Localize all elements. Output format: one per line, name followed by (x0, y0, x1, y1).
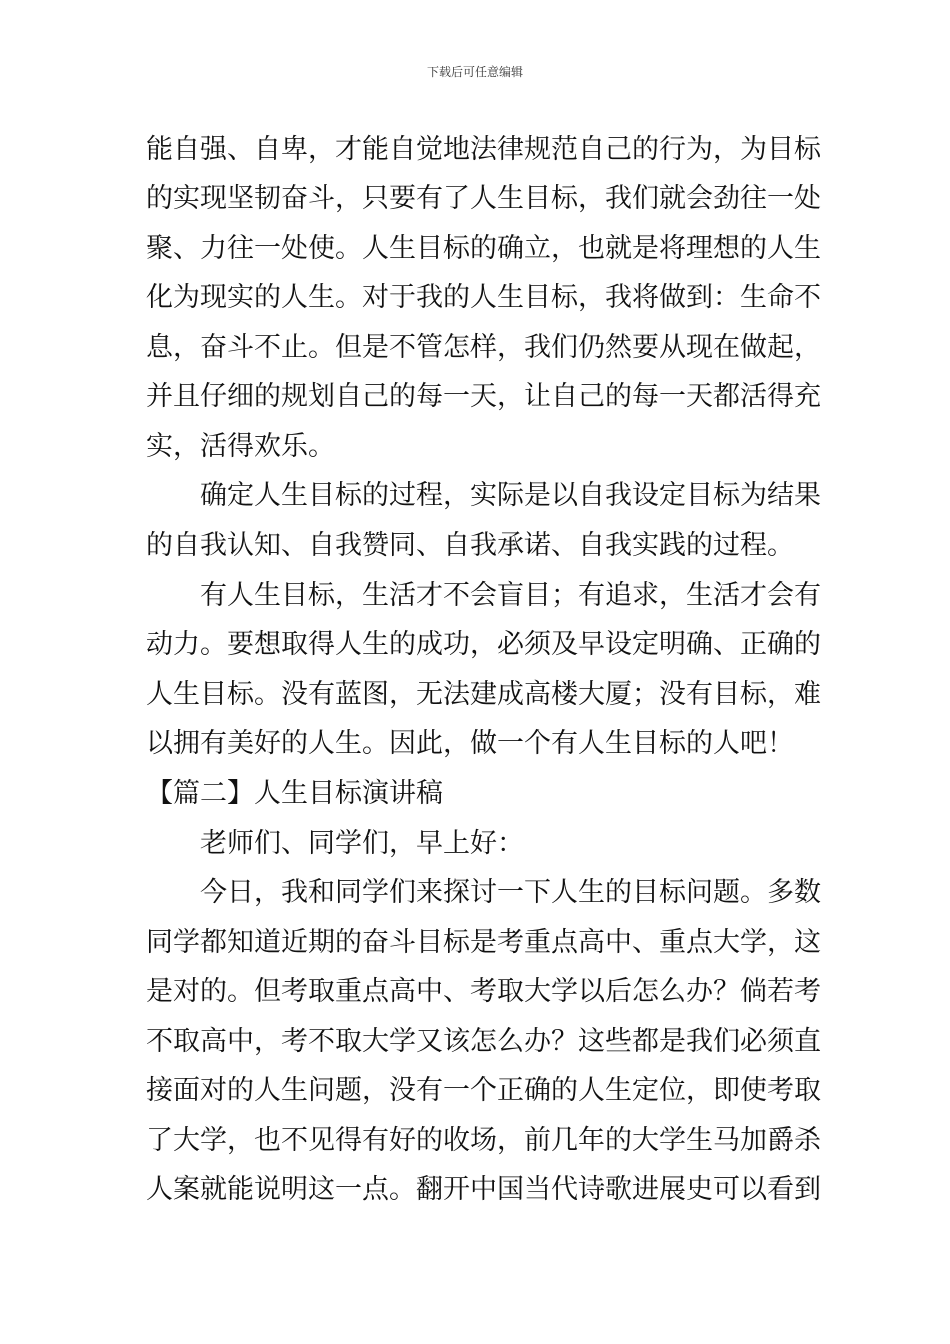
paragraph-first-line: 有人生目标，生活才不会盲目；有追求，生活才会有 (200, 580, 821, 611)
body-text-line: 化为现实的人生。对于我的人生目标，我将做到：生命不 (146, 282, 821, 313)
paragraph-first-line: 今日，我和同学们来探讨一下人生的目标问题。多数 (200, 877, 821, 908)
greeting-line: 老师们、同学们，早上好： (200, 828, 524, 859)
body-text-line: 实，活得欢乐。 (146, 431, 335, 462)
body-text-line: 人案就能说明这一点。翻开中国当代诗歌进展史可以看到 (146, 1174, 821, 1205)
body-text-line: 聚、力往一处使。人生目标的确立，也就是将理想的人生 (146, 233, 821, 264)
body-text-line: 的自我认知、自我赞同、自我承诺、自我实践的过程。 (146, 530, 794, 561)
paragraph-first-line: 确定人生目标的过程，实际是以自我设定目标为结果 (200, 480, 821, 511)
body-text-line: 人生目标。没有蓝图，无法建成高楼大厦；没有目标，难 (146, 679, 821, 710)
section-heading: 【篇二】人生目标演讲稿 (146, 778, 443, 809)
body-text-line: 以拥有美好的人生。因此，做一个有人生目标的人吧！ (146, 728, 794, 759)
body-text-line: 接面对的人生问题，没有一个正确的人生定位，即使考取 (146, 1075, 821, 1106)
body-text-line: 不取高中，考不取大学又该怎么办？这些都是我们必须直 (146, 1026, 821, 1057)
body-text-line: 息，奋斗不止。但是不管怎样，我们仍然要从现在做起， (146, 332, 821, 363)
page-header: 下载后可任意编辑 (426, 65, 523, 79)
body-text-line: 的实现坚韧奋斗，只要有了人生目标，我们就会劲往一处 (146, 183, 821, 214)
body-text-line: 并且仔细的规划自己的每一天，让自己的每一天都活得充 (146, 381, 821, 412)
body-text-line: 能自强、自卑，才能自觉地法律规范自己的行为，为目标 (146, 134, 821, 165)
body-text-line: 同学都知道近期的奋斗目标是考重点高中、重点大学，这 (146, 927, 821, 958)
body-text-line: 是对的。但考取重点高中、考取大学以后怎么办？倘若考 (146, 976, 821, 1007)
body-text-line: 动力。要想取得人生的成功，必须及早设定明确、正确的 (146, 629, 821, 660)
body-text-line: 了大学，也不见得有好的收场，前几年的大学生马加爵杀 (146, 1125, 821, 1156)
